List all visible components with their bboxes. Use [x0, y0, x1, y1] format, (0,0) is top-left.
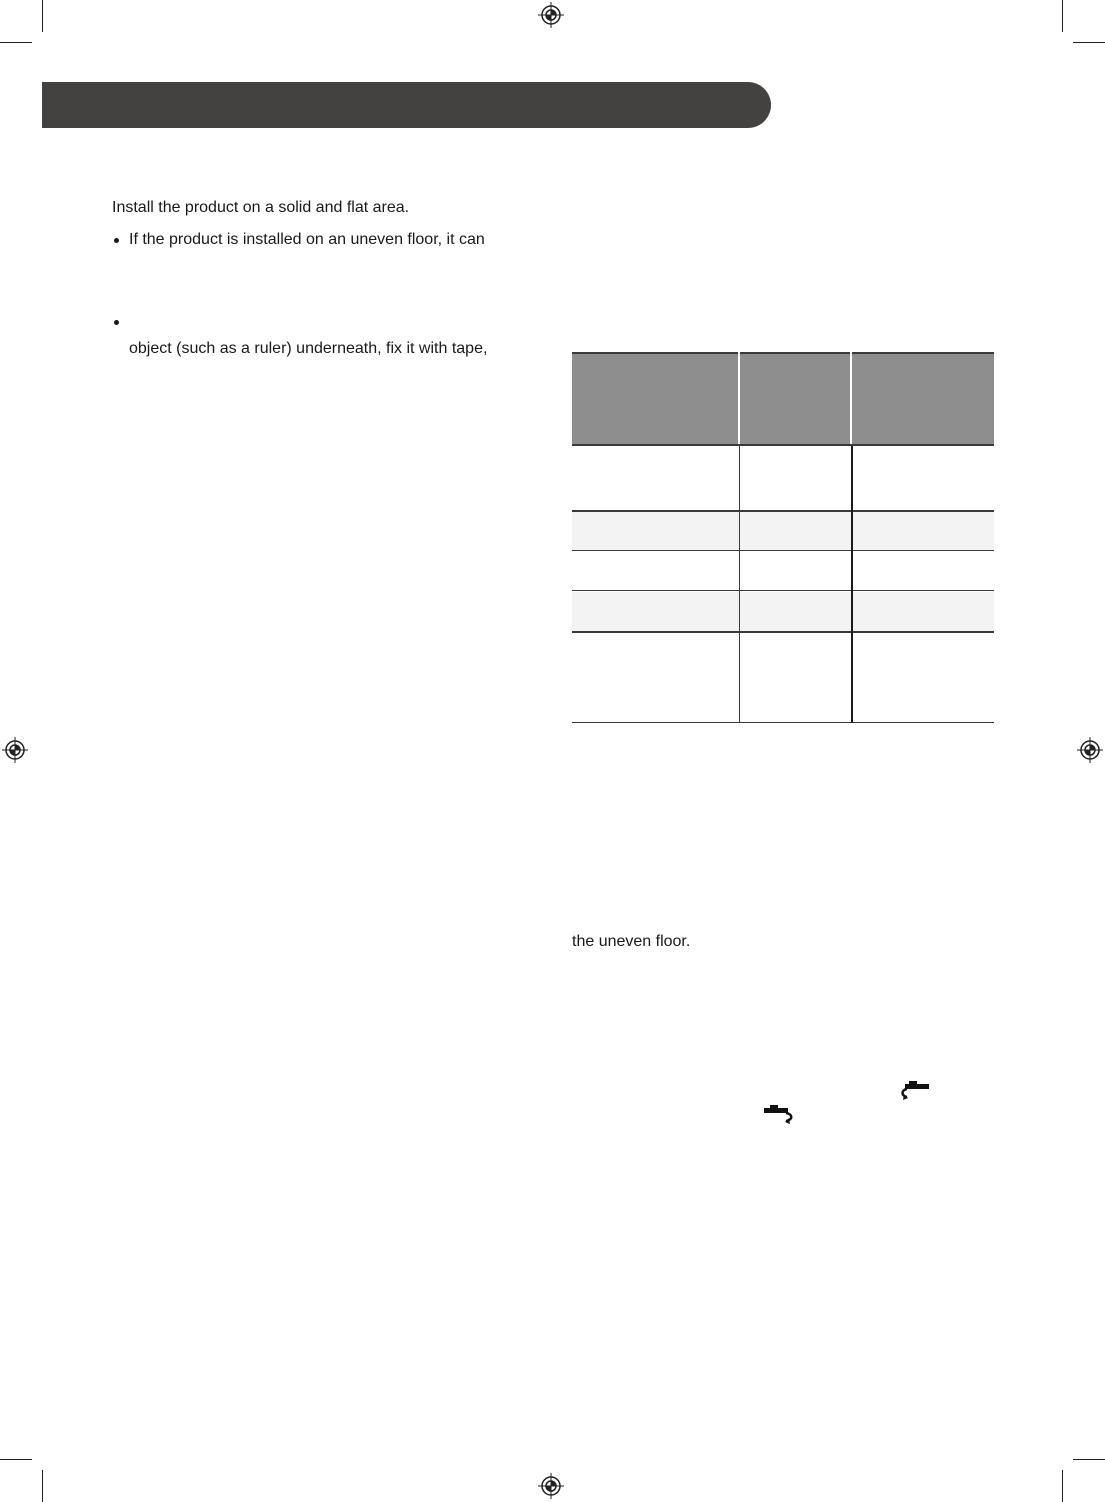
bullet-marker: [114, 238, 119, 243]
registration-mark-bottom-icon: [538, 1473, 564, 1499]
table-divider: [738, 352, 740, 444]
table-row: [572, 446, 994, 510]
table-row: [572, 552, 994, 590]
table-row: [572, 512, 994, 550]
registration-mark-right-icon: [1077, 737, 1103, 763]
bullet-marker: [114, 320, 119, 325]
table-divider: [739, 446, 740, 723]
uneven-floor-text: the uneven floor.: [572, 933, 691, 950]
bullet-two-line-two: object (such as a ruler) underneath, fix it with tape,: [129, 340, 488, 357]
table-rule: [572, 444, 994, 446]
table-row: [572, 592, 994, 631]
table-rule: [572, 722, 994, 723]
table-rule: [572, 590, 994, 591]
spec-table: [572, 352, 994, 724]
table-rule: [572, 550, 994, 551]
registration-mark-top-icon: [538, 2, 564, 28]
install-instruction: Install the product on a solid and flat area.: [112, 199, 410, 216]
section-header-banner: [42, 82, 771, 128]
rotate-counterclockwise-foot-icon: [899, 1079, 931, 1101]
table-rule: [572, 631, 994, 633]
registration-mark-left-icon: [2, 737, 28, 763]
table-header-row: [572, 352, 994, 444]
table-divider: [851, 446, 853, 723]
rotate-clockwise-foot-icon: [762, 1103, 796, 1125]
table-rule: [572, 352, 994, 354]
uneven-floor-warning: If the product is installed on an uneven floor, it can: [129, 231, 485, 248]
table-row: [572, 633, 994, 722]
table-rule: [572, 510, 994, 512]
table-divider: [850, 352, 852, 444]
